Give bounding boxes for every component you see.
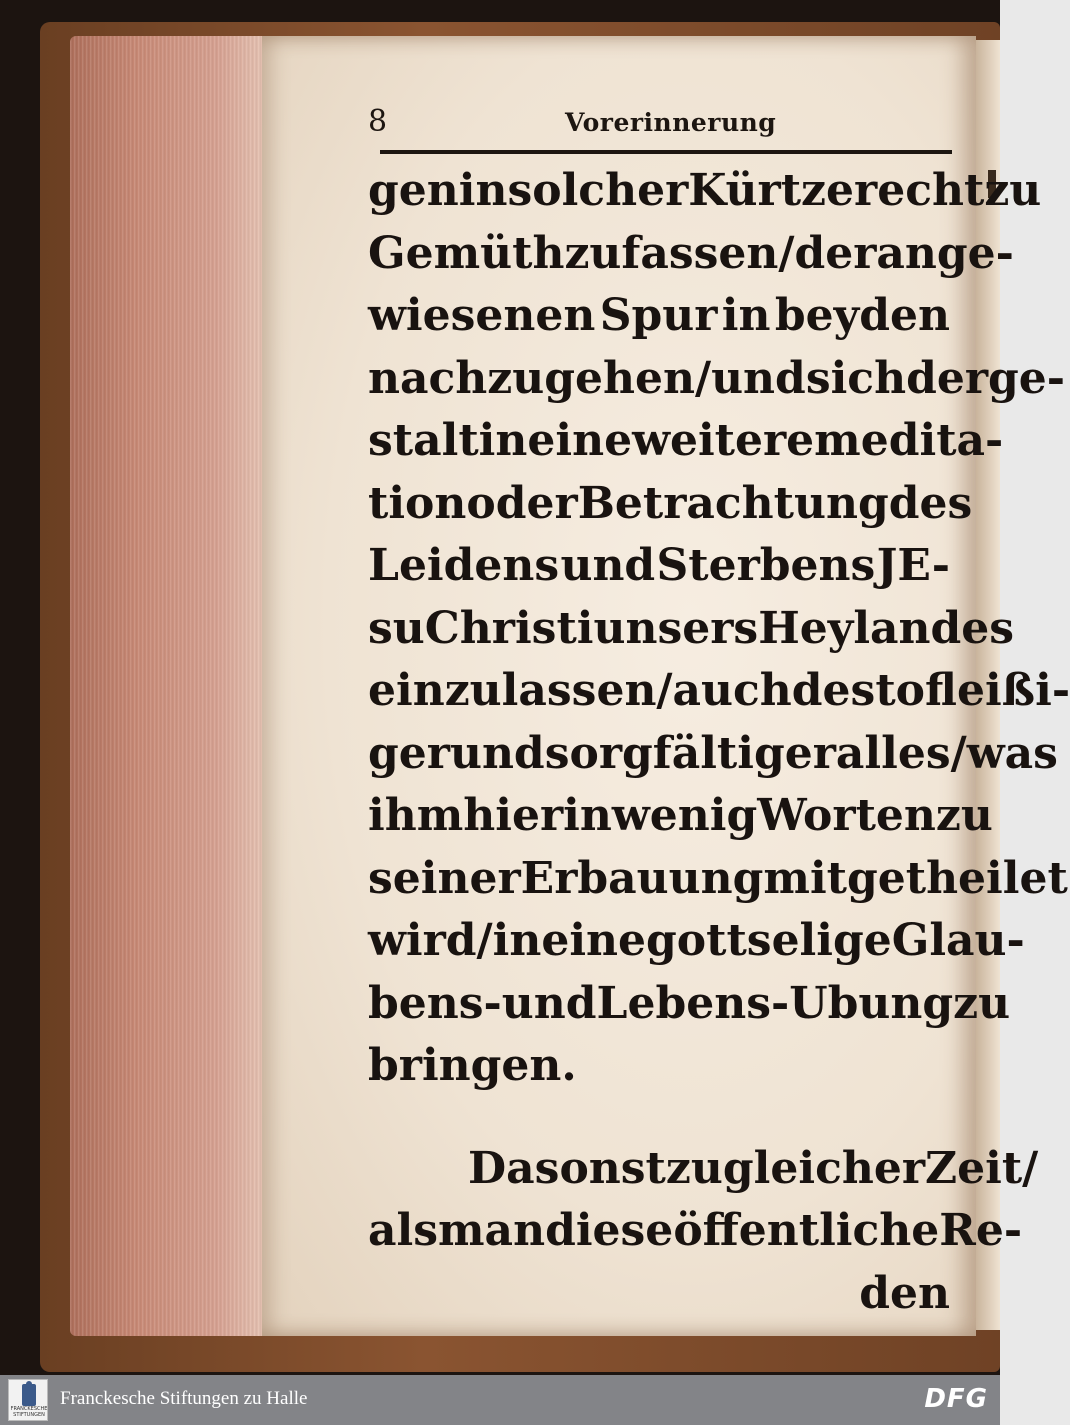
word: wird/ <box>368 915 493 966</box>
word: Glau- <box>891 915 1025 966</box>
word: fleißi- <box>924 665 1070 716</box>
word: ihm <box>368 790 464 841</box>
word: in <box>458 165 508 216</box>
word: Da <box>468 1142 535 1194</box>
word: Gemüth <box>368 227 565 279</box>
page-text <box>368 160 1070 1325</box>
word: der <box>794 227 877 279</box>
word: sonst <box>534 1142 666 1194</box>
word: öffentliche <box>673 1205 940 1256</box>
text-line <box>368 848 1068 911</box>
text-line <box>368 223 1014 286</box>
word: einzulassen/ <box>368 665 673 716</box>
word: Leidens <box>368 540 560 591</box>
text-line <box>368 160 1042 223</box>
word: zu <box>953 977 1011 1029</box>
catchword-line <box>368 1263 950 1326</box>
word: gleicher <box>722 1142 926 1194</box>
word: solcher <box>507 165 689 216</box>
word: Sterbens <box>656 540 876 591</box>
catchword: den <box>859 1267 950 1319</box>
word: zu <box>935 790 993 841</box>
word: auch <box>672 665 792 716</box>
word: gottselige <box>646 915 892 966</box>
word: ger <box>368 727 450 779</box>
word: in <box>478 415 528 466</box>
footer-bar <box>0 1375 1000 1425</box>
word: mitgetheilet <box>763 852 1068 904</box>
text-line <box>368 1200 1023 1263</box>
word: derge- <box>906 352 1066 404</box>
word: su <box>368 602 425 654</box>
word: JE- <box>876 540 950 591</box>
word: und <box>711 352 806 404</box>
text-line <box>368 535 950 598</box>
word: und <box>560 540 656 591</box>
word: in <box>721 290 771 341</box>
word: des <box>888 477 973 529</box>
word: oder <box>466 477 578 529</box>
word: bens- <box>368 977 502 1029</box>
word: in <box>563 790 612 841</box>
word: recht <box>854 165 985 216</box>
word: beyden <box>774 290 950 341</box>
word: desto <box>791 665 925 716</box>
word: Betrachtung <box>577 477 889 529</box>
word: tion <box>368 477 467 529</box>
word: Ubung <box>789 977 954 1029</box>
text-line <box>368 785 993 848</box>
text-line <box>368 1138 1039 1201</box>
word: sorgfältiger <box>544 727 836 779</box>
word: Christi <box>424 602 594 654</box>
word: zu <box>665 1142 723 1194</box>
text-line <box>368 348 1066 411</box>
word: zufassen/ <box>564 227 795 279</box>
word: stalt <box>368 415 479 466</box>
word: Kürtze <box>688 165 855 216</box>
running-head: Vorerinnerung <box>565 108 777 137</box>
word: Heylandes <box>758 602 1015 654</box>
word: bringen. <box>368 1040 577 1091</box>
logo-text: FRANCKESCHE STIFTUNGEN <box>10 1406 48 1418</box>
text-line <box>368 410 1004 473</box>
word: gen <box>368 165 459 216</box>
text-line <box>368 660 1070 723</box>
text-line <box>368 973 1011 1036</box>
word: hier <box>463 790 564 841</box>
word: alles/ <box>835 727 967 779</box>
word: Spur <box>599 290 718 341</box>
text-line <box>368 473 973 536</box>
text-line <box>368 285 950 348</box>
page-number: 8 <box>368 104 388 139</box>
text-line <box>368 723 1058 786</box>
word: eine <box>527 415 633 466</box>
header-rule <box>380 150 952 154</box>
word: als <box>368 1205 438 1256</box>
dfg-logo[interactable]: DFG <box>924 1384 988 1414</box>
word: unsers <box>593 602 759 654</box>
word: Zeit/ <box>925 1142 1039 1194</box>
institution-name[interactable]: Franckesche Stiftungen zu Halle <box>60 1388 308 1409</box>
logo-emblem-icon <box>22 1384 36 1406</box>
word: Erbauung <box>520 852 764 904</box>
word: was <box>966 727 1058 779</box>
word: und <box>449 727 545 779</box>
word: man <box>438 1205 546 1256</box>
word: medita- <box>814 415 1004 466</box>
word: Lebens- <box>596 977 790 1029</box>
word: seiner <box>368 852 521 904</box>
text-line <box>368 910 1025 973</box>
page-edges <box>70 36 265 1336</box>
page-header <box>360 98 952 158</box>
paragraph-gap <box>368 1098 950 1138</box>
word: Worten <box>757 790 936 841</box>
text-line-last <box>368 1035 950 1098</box>
institution-logo[interactable] <box>8 1379 48 1421</box>
word: ange- <box>876 227 1014 279</box>
word: eine <box>541 915 647 966</box>
text-line <box>368 598 1015 661</box>
word: sich <box>805 352 907 404</box>
word: diese <box>545 1205 674 1256</box>
word: zu <box>984 165 1042 216</box>
word: wiesenen <box>368 290 596 341</box>
word: wenig <box>611 790 758 841</box>
word: Re- <box>939 1205 1023 1256</box>
word: in <box>492 915 542 966</box>
word: weitere <box>632 415 815 466</box>
word: nachzugehen/ <box>368 352 712 404</box>
word: und <box>501 977 597 1029</box>
